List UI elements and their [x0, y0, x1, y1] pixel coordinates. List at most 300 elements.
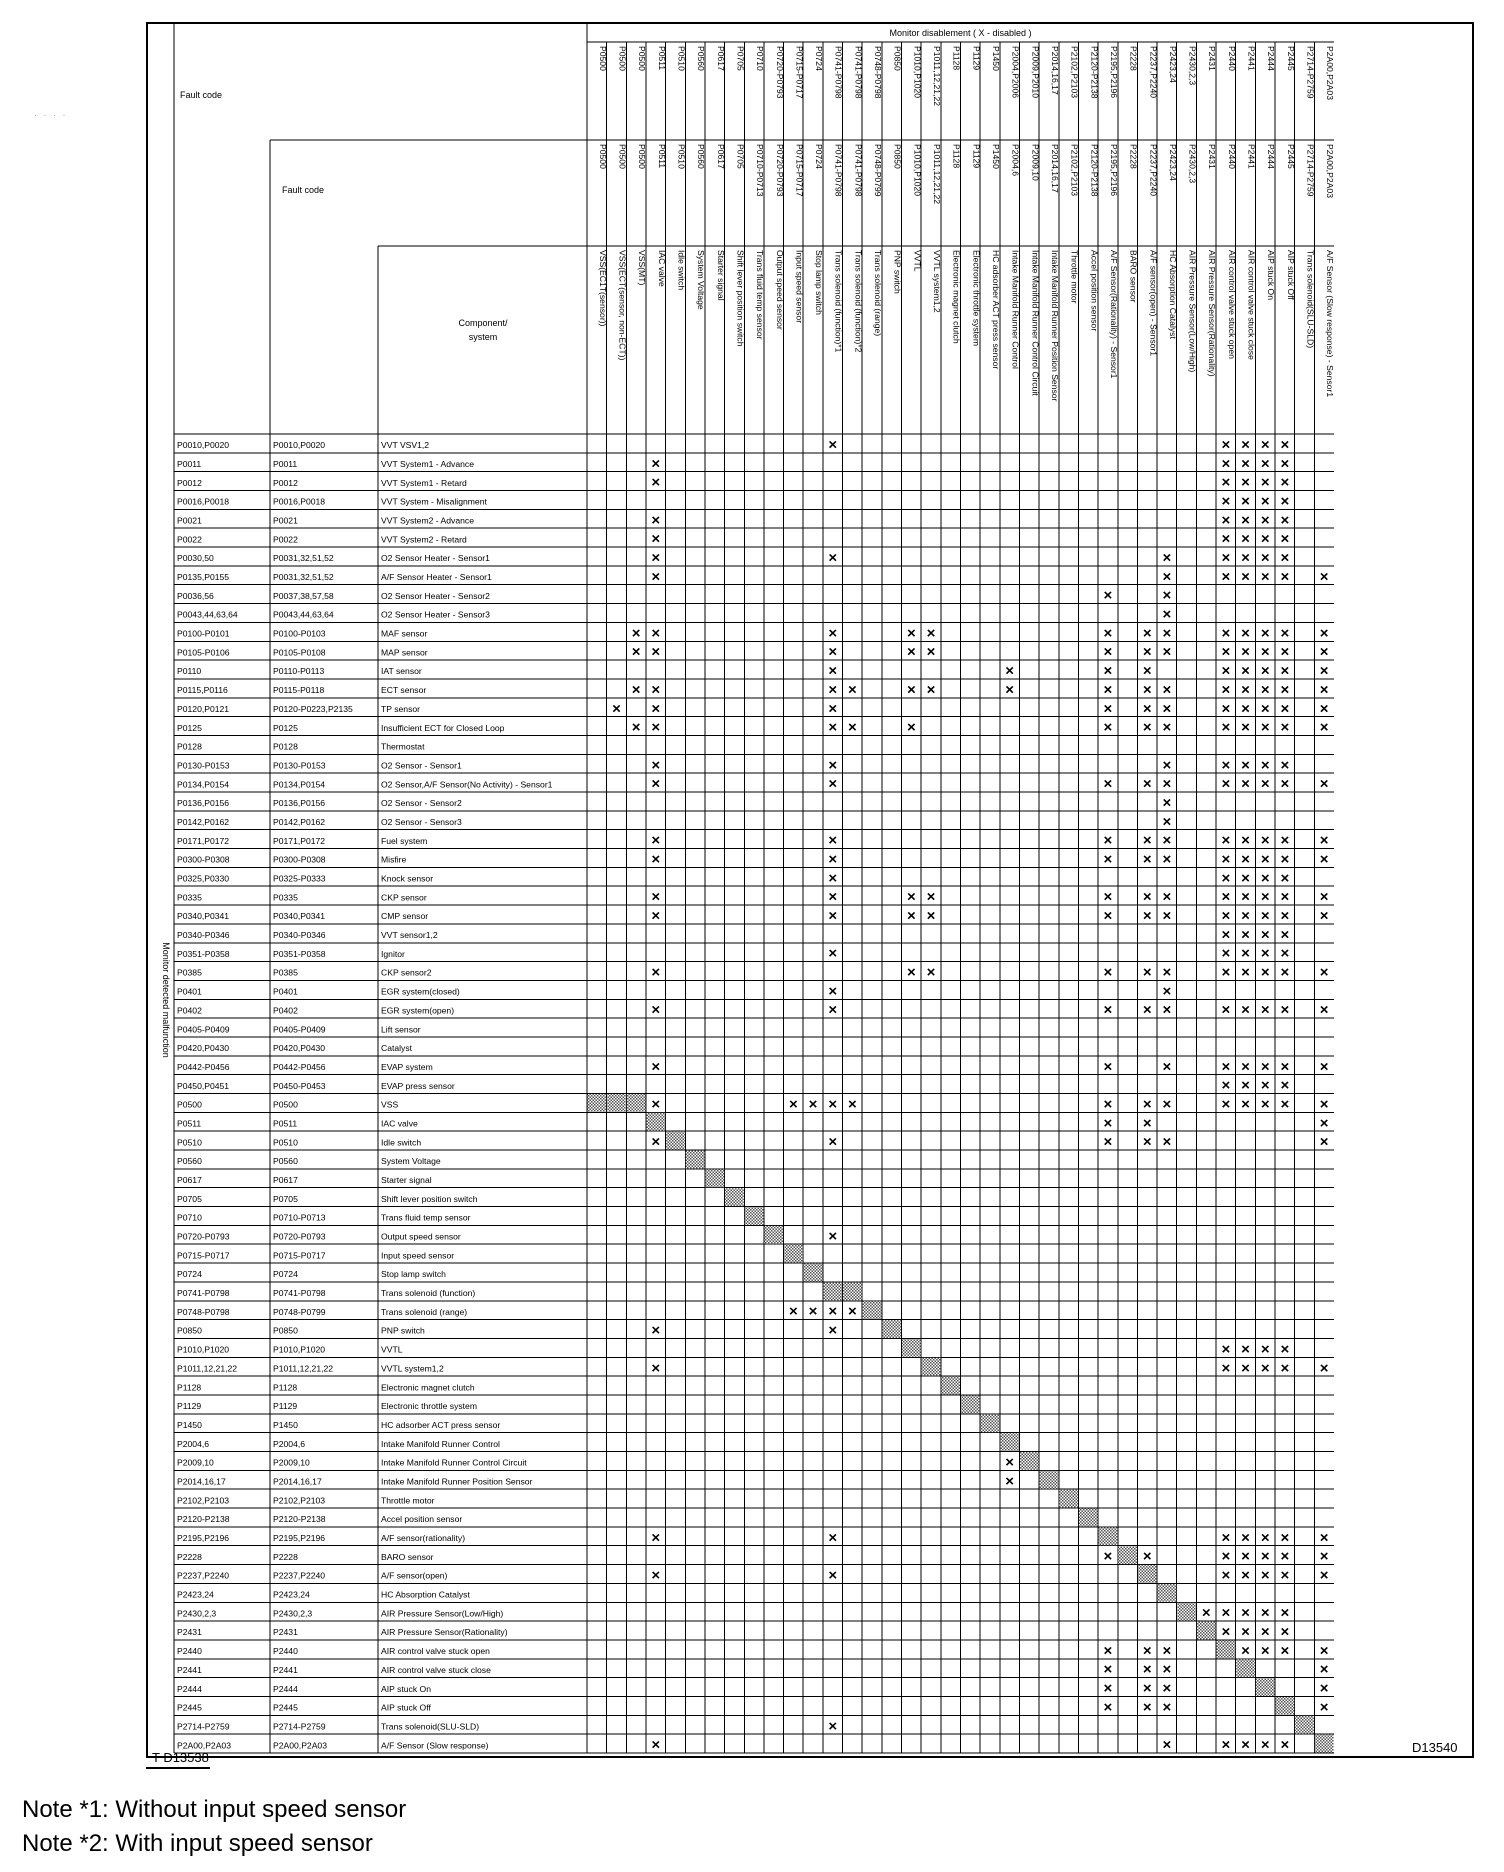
- row-fault-code: P0128: [177, 741, 202, 752]
- disabled-mark: ×: [906, 964, 916, 982]
- disabled-mark: ×: [1280, 964, 1290, 982]
- row-fault-code: P0351-P0358: [177, 948, 230, 959]
- disabled-mark: ×: [1280, 474, 1290, 492]
- self-cell: [961, 1395, 980, 1413]
- column-component: PNP switch: [892, 250, 903, 294]
- column-code-mid: P1011,12,21,22: [932, 144, 943, 205]
- disabled-mark: ×: [1241, 492, 1250, 510]
- figure-id-right: D13540: [1412, 1740, 1458, 1755]
- column-component: IAC valve: [656, 250, 667, 287]
- disabled-mark: ×: [1280, 775, 1290, 793]
- disabled-mark: ×: [1260, 945, 1270, 963]
- row-fault-code-2: P0021: [273, 515, 298, 526]
- disabled-mark: ×: [828, 436, 838, 454]
- column-code-mid: P0741-P0798: [833, 144, 844, 197]
- column-component: Intake Manifold Runner Position Sensor: [1049, 250, 1060, 402]
- disabled-mark: ×: [1241, 1548, 1250, 1566]
- disabled-mark: ×: [651, 455, 661, 473]
- disabled-mark: ×: [1280, 511, 1290, 529]
- disabled-mark: ×: [828, 907, 838, 925]
- disabled-mark: ×: [1280, 643, 1290, 661]
- disabled-mark: ×: [1221, 1077, 1231, 1095]
- disabled-mark: ×: [1221, 832, 1231, 850]
- disabled-mark: ×: [1260, 964, 1270, 982]
- disabled-mark: ×: [1260, 436, 1270, 454]
- row-fault-code: P0021: [177, 515, 202, 526]
- disabled-mark: ×: [1280, 530, 1290, 548]
- disabled-mark: ×: [828, 700, 838, 718]
- disabled-mark: ×: [1142, 643, 1152, 661]
- disabled-mark: ×: [1280, 1095, 1290, 1113]
- disabled-mark: ×: [1241, 1642, 1250, 1660]
- row-fault-code: P0741-P0798: [177, 1288, 230, 1299]
- column-code-mid: P0705: [735, 144, 746, 169]
- row-fault-code: P0710: [177, 1212, 202, 1223]
- disabled-mark: ×: [1280, 436, 1290, 454]
- disabled-mark: ×: [828, 1133, 838, 1151]
- disabled-mark: ×: [1221, 907, 1231, 925]
- disabled-mark: ×: [1260, 549, 1270, 567]
- column-component: AIR Pressure Sensor(Low/High): [1187, 250, 1198, 373]
- disabled-mark: ×: [828, 1717, 838, 1735]
- row-component: Idle switch: [381, 1137, 422, 1148]
- disabled-mark: ×: [1241, 662, 1250, 680]
- disabled-mark: ×: [1221, 568, 1231, 586]
- disabled-mark: ×: [1319, 1114, 1329, 1132]
- row-component: VVT System2 - Advance: [381, 515, 474, 526]
- row-fault-code-2: P0560: [273, 1156, 298, 1167]
- column-code-top: P2195,P2196: [1108, 46, 1119, 99]
- disabled-mark: ×: [1280, 1529, 1290, 1547]
- disabled-mark: ×: [1319, 1642, 1329, 1660]
- disabled-mark: ×: [906, 681, 916, 699]
- disabled-mark: ×: [926, 681, 936, 699]
- row-component: Ignitor: [381, 948, 405, 959]
- disabled-mark: ×: [1319, 662, 1329, 680]
- disabled-mark: ×: [1221, 775, 1231, 793]
- disabled-mark: ×: [1280, 869, 1290, 887]
- disabled-mark: ×: [1260, 926, 1270, 944]
- disabled-mark: ×: [1221, 719, 1231, 737]
- self-cell: [1197, 1622, 1216, 1640]
- row-fault-code: P0705: [177, 1193, 202, 1204]
- disabled-mark: ×: [1260, 1642, 1270, 1660]
- disabled-mark: ×: [651, 530, 661, 548]
- row-fault-code: P2423,24: [177, 1589, 214, 1600]
- column-code-mid: P2237,P2240: [1148, 144, 1159, 197]
- row-fault-code-2: P0031,32,51,52: [273, 553, 334, 564]
- disabled-mark: ×: [1221, 1548, 1231, 1566]
- column-component: Trans fluid temp sensor: [755, 250, 766, 340]
- row-fault-code-2: P2423,24: [273, 1589, 310, 1600]
- row-fault-code: P2237,P2240: [177, 1570, 230, 1581]
- column-code-top: P2714-P2759: [1305, 46, 1316, 99]
- disabled-mark: ×: [1103, 1001, 1113, 1019]
- row-fault-code-2: P0335: [273, 892, 298, 903]
- disabled-mark: ×: [906, 719, 916, 737]
- column-code-top: P0748-P0798: [873, 46, 884, 99]
- self-cell: [1020, 1452, 1039, 1470]
- disabled-mark: ×: [1103, 624, 1113, 642]
- row-component: A/F sensor(open): [381, 1570, 448, 1581]
- row-fault-code: P0748-P0798: [177, 1306, 230, 1317]
- column-code-mid: P2430,2,3: [1187, 144, 1198, 184]
- disabled-mark: ×: [1241, 474, 1250, 492]
- disabled-mark: ×: [1103, 587, 1113, 605]
- column-code-top: P2431: [1207, 46, 1218, 71]
- self-cell: [705, 1169, 724, 1187]
- column-code-mid: P2004,6: [1010, 144, 1021, 177]
- row-fault-code: P0134,P0154: [177, 779, 230, 790]
- row-fault-code: P1450: [177, 1419, 202, 1430]
- disabled-mark: ×: [828, 719, 838, 737]
- disabled-mark: ×: [1142, 775, 1152, 793]
- disabled-mark: ×: [1241, 1736, 1250, 1754]
- disabled-mark: ×: [828, 945, 838, 963]
- disabled-mark: ×: [1280, 662, 1290, 680]
- row-fault-code: P2441: [177, 1664, 202, 1675]
- column-code-mid: P2009,10: [1030, 144, 1041, 181]
- disabled-mark: ×: [1103, 719, 1113, 737]
- row-component: VVT sensor1,2: [381, 930, 438, 941]
- disabled-mark: ×: [1260, 681, 1270, 699]
- column-code-mid: P0850: [892, 144, 903, 169]
- disabled-mark: ×: [651, 700, 661, 718]
- disabled-mark: ×: [828, 681, 838, 699]
- column-code-top: P2228: [1128, 46, 1139, 71]
- row-fault-code: P0850: [177, 1325, 202, 1336]
- column-component: Electronic magnet clutch: [951, 250, 962, 344]
- row-fault-code-2: P2A00,P2A03: [273, 1740, 327, 1751]
- row-fault-code: P2102,P2103: [177, 1495, 230, 1506]
- disabled-mark: ×: [1319, 888, 1329, 906]
- disabled-mark: ×: [1319, 1133, 1329, 1151]
- row-fault-code: P0115,P0116: [177, 685, 228, 696]
- disabled-mark: ×: [1319, 624, 1329, 642]
- disabled-mark: ×: [828, 624, 838, 642]
- disabled-mark: ×: [1103, 1058, 1113, 1076]
- row-fault-code: P2430,2,3: [177, 1608, 217, 1619]
- self-cell: [1177, 1603, 1196, 1621]
- row-fault-code-2: P0110-P0113: [273, 666, 325, 677]
- disabled-mark: ×: [1142, 700, 1152, 718]
- disabled-mark: ×: [1103, 681, 1113, 699]
- row-component: O2 Sensor Heater - Sensor1: [381, 553, 490, 564]
- row-fault-code: P0036,56: [177, 590, 214, 601]
- column-component: Stop lamp switch: [814, 250, 825, 315]
- row-fault-code: P0420,P0430: [177, 1043, 230, 1054]
- disabled-mark: ×: [1260, 662, 1270, 680]
- column-code-mid: P1128: [951, 144, 962, 169]
- disabled-mark: ×: [1241, 1359, 1250, 1377]
- column-code-mid: P2102,P2103: [1069, 144, 1080, 197]
- disabled-mark: ×: [926, 624, 936, 642]
- disabled-mark: ×: [651, 1529, 661, 1547]
- disabled-mark: ×: [1162, 964, 1172, 982]
- self-cell: [764, 1226, 783, 1244]
- disabled-mark: ×: [1221, 1095, 1231, 1113]
- column-code-mid: P2440: [1226, 144, 1237, 169]
- row-fault-code-2: P2014,16,17: [273, 1476, 322, 1487]
- self-cell: [922, 1358, 941, 1376]
- row-fault-code-2: P0401: [273, 986, 298, 997]
- column-code-mid: P2120-P2138: [1089, 144, 1100, 197]
- disabled-mark: ×: [1221, 869, 1231, 887]
- row-fault-code-2: P2009,10: [273, 1457, 310, 1468]
- row-fault-code-2: P0100-P0103: [273, 628, 326, 639]
- column-code-mid: P2431: [1207, 144, 1218, 169]
- row-fault-code-2: P0011: [273, 458, 298, 469]
- disabled-mark: ×: [1221, 549, 1231, 567]
- row-fault-code: P1128: [177, 1382, 202, 1393]
- disabled-mark: ×: [1241, 511, 1250, 529]
- row-fault-code-2: P2237,P2240: [273, 1570, 326, 1581]
- column-code-top: P0500: [637, 46, 648, 71]
- disabled-mark: ×: [1319, 775, 1329, 793]
- disabled-mark: ×: [828, 1529, 838, 1547]
- disabled-mark: ×: [1280, 945, 1290, 963]
- disabled-mark: ×: [828, 662, 838, 680]
- disabled-mark: ×: [1260, 719, 1270, 737]
- row-component: MAF sensor: [381, 628, 428, 639]
- column-component: Accel position sensor: [1089, 250, 1100, 332]
- disabled-mark: ×: [1241, 643, 1250, 661]
- disabled-mark: ×: [1005, 662, 1015, 680]
- disabled-mark: ×: [1319, 1698, 1329, 1716]
- row-fault-code-2: P0511: [273, 1118, 298, 1129]
- disabled-mark: ×: [1162, 775, 1172, 793]
- row-fault-code-2: P0741-P0798: [273, 1288, 326, 1299]
- row-component: CKP sensor2: [381, 967, 432, 978]
- disabled-mark: ×: [1260, 624, 1270, 642]
- row-fault-code: P2009,10: [177, 1457, 214, 1468]
- column-code-mid: P0500: [597, 144, 608, 169]
- disabled-mark: ×: [1142, 907, 1152, 925]
- disabled-mark: ×: [1103, 1698, 1113, 1716]
- disabled-mark: ×: [1319, 681, 1329, 699]
- self-cell: [882, 1320, 901, 1338]
- disabled-mark: ×: [1241, 1095, 1250, 1113]
- disabled-mark: ×: [1280, 681, 1290, 699]
- column-component: AIR control valve stuck close: [1246, 250, 1257, 360]
- disabled-mark: ×: [1241, 530, 1250, 548]
- row-fault-code-2: P0748-P0799: [273, 1306, 326, 1317]
- fault-code-header-2: Fault code: [282, 185, 325, 195]
- disabled-mark: ×: [1162, 888, 1172, 906]
- row-fault-code-2: P1010,P1020: [273, 1344, 326, 1355]
- disabled-mark: ×: [1319, 832, 1329, 850]
- disabled-mark: ×: [631, 624, 641, 642]
- disabled-mark: ×: [1241, 1529, 1250, 1547]
- column-component: Starter signal: [715, 250, 726, 301]
- row-fault-code-2: P2431: [273, 1627, 298, 1638]
- disabled-mark: ×: [828, 982, 838, 1000]
- disabled-mark: ×: [1260, 850, 1270, 868]
- disabled-mark: ×: [789, 1095, 798, 1113]
- row-fault-code-2: P0340-P0346: [273, 930, 326, 941]
- disabled-mark: ×: [926, 907, 936, 925]
- column-component: A/F sensor(open) - Sensor1: [1148, 250, 1159, 357]
- row-component: AIP stuck Off: [381, 1702, 431, 1713]
- row-fault-code: P0325,P0330: [177, 873, 230, 884]
- disabled-mark: ×: [1221, 492, 1231, 510]
- self-cell: [902, 1339, 921, 1357]
- disabled-mark: ×: [1162, 794, 1172, 812]
- column-component: Electronic throttle system: [971, 250, 982, 346]
- disabled-mark: ×: [1280, 850, 1290, 868]
- row-fault-code-2: P0105-P0108: [273, 647, 326, 658]
- column-code-mid: P1450: [990, 144, 1001, 169]
- row-fault-code: P0130-P0153: [177, 760, 230, 771]
- column-component: Trans solenoid (function)*2: [853, 250, 864, 353]
- self-cell: [1217, 1640, 1236, 1658]
- row-fault-code-2: P2004,6: [273, 1438, 306, 1449]
- disabled-mark: ×: [1319, 907, 1329, 925]
- disabled-mark: ×: [1103, 700, 1113, 718]
- row-fault-code: P0511: [177, 1118, 202, 1129]
- column-code-mid: P0724: [814, 144, 825, 169]
- row-fault-code-2: P0385: [273, 967, 298, 978]
- disabled-mark: ×: [1280, 1359, 1290, 1377]
- disabled-mark: ×: [1221, 1567, 1231, 1585]
- row-component: A/F Sensor Heater - Sensor1: [381, 572, 492, 583]
- row-fault-code-2: P2714-P2759: [273, 1721, 326, 1732]
- disabled-mark: ×: [1103, 850, 1113, 868]
- row-fault-code-2: P1128: [273, 1382, 298, 1393]
- disabled-mark: ×: [1142, 719, 1152, 737]
- row-fault-code: P0385: [177, 967, 202, 978]
- column-code-mid: P0511: [656, 144, 667, 169]
- row-fault-code: P0715-P0717: [177, 1250, 230, 1261]
- row-fault-code: P0335: [177, 892, 202, 903]
- self-cell: [666, 1132, 685, 1150]
- disabled-mark: ×: [1319, 1661, 1329, 1679]
- disabled-mark: ×: [1260, 1548, 1270, 1566]
- row-component: Lift sensor: [381, 1024, 421, 1035]
- disabled-mark: ×: [1241, 719, 1250, 737]
- column-code-mid: P0748-P0799: [873, 144, 884, 197]
- row-fault-code-2: P0171,P0172: [273, 835, 326, 846]
- self-cell: [1099, 1527, 1118, 1545]
- row-fault-code-2: P0325-P0333: [273, 873, 326, 884]
- row-component: Trans solenoid (function): [381, 1288, 476, 1299]
- disabled-mark: ×: [651, 511, 661, 529]
- row-component: A/F Sensor (Slow response): [381, 1740, 489, 1751]
- disabled-mark: ×: [828, 1227, 838, 1245]
- disabled-mark: ×: [1280, 1736, 1290, 1754]
- disabled-mark: ×: [1142, 1548, 1152, 1566]
- column-code-top: P2430,2,3: [1187, 46, 1198, 86]
- column-code-mid: P2423,24: [1167, 144, 1178, 181]
- disabled-mark: ×: [651, 1058, 661, 1076]
- row-component: Misfire: [381, 854, 407, 865]
- disabled-mark: ×: [1260, 1359, 1270, 1377]
- column-code-mid: P0510: [676, 144, 687, 169]
- row-component: Intake Manifold Runner Position Sensor: [381, 1476, 533, 1487]
- disabled-mark: ×: [847, 719, 857, 737]
- disabled-mark: ×: [1241, 624, 1250, 642]
- row-component: Accel position sensor: [381, 1514, 463, 1525]
- row-fault-code-2: P0351-P0358: [273, 948, 326, 959]
- row-fault-code-2: P0340,P0341: [273, 911, 326, 922]
- self-cell: [1040, 1471, 1059, 1489]
- disabled-mark: ×: [1280, 907, 1290, 925]
- self-cell: [646, 1113, 665, 1131]
- column-code-top: P0510: [676, 46, 687, 71]
- disabled-mark: ×: [1162, 850, 1172, 868]
- row-fault-code-2: P0142,P0162: [273, 816, 326, 827]
- disabled-mark: ×: [1241, 775, 1250, 793]
- disabled-mark: ×: [1142, 1095, 1152, 1113]
- self-cell: [627, 1094, 646, 1112]
- column-component: HC Absorption Catalyst: [1167, 250, 1178, 339]
- row-fault-code-2: P0405-P0409: [273, 1024, 326, 1035]
- column-code-top: P0710: [755, 46, 766, 71]
- disabled-mark: ×: [906, 624, 916, 642]
- row-fault-code-2: P2440: [273, 1646, 298, 1657]
- column-component: Trans solenoid (range): [873, 250, 884, 337]
- column-code-top: P2A00,P2A03: [1325, 46, 1336, 100]
- disabled-mark: ×: [1260, 907, 1270, 925]
- row-component: EVAP system: [381, 1061, 433, 1072]
- disabled-mark: ×: [1221, 756, 1231, 774]
- note-2: Note *2: With input speed sensor: [22, 1830, 373, 1857]
- row-fault-code: P2A00,P2A03: [177, 1740, 231, 1751]
- row-component: AIR Pressure Sensor(Rationality): [381, 1627, 508, 1638]
- row-component: Starter signal: [381, 1175, 432, 1186]
- disabled-mark: ×: [1241, 907, 1250, 925]
- self-cell: [981, 1414, 1000, 1432]
- disabled-mark: ×: [651, 568, 661, 586]
- row-fault-code-2: P0500: [273, 1099, 298, 1110]
- column-code-mid: P2195,P2196: [1108, 144, 1119, 197]
- row-fault-code-2: P1011,12,21,22: [273, 1363, 334, 1374]
- disabled-mark: ×: [1241, 850, 1250, 868]
- disabled-mark: ×: [1162, 681, 1172, 699]
- disabled-mark: ×: [1260, 1340, 1270, 1358]
- disabled-mark: ×: [926, 643, 936, 661]
- disabled-mark: ×: [1142, 1661, 1152, 1679]
- row-fault-code-2: P0022: [273, 534, 298, 545]
- column-code-mid: P2714-P2759: [1305, 144, 1316, 197]
- row-component: CKP sensor: [381, 892, 427, 903]
- disabled-mark: ×: [1221, 1058, 1231, 1076]
- disabled-mark: ×: [1221, 436, 1231, 454]
- column-code-top: P2004,P2006: [1010, 46, 1021, 99]
- row-component: System Voltage: [381, 1156, 441, 1167]
- column-code-mid: P2A00,P2A03: [1325, 144, 1336, 198]
- disabled-mark: ×: [1260, 888, 1270, 906]
- disabled-mark: ×: [1241, 568, 1250, 586]
- disabled-mark: ×: [1241, 436, 1250, 454]
- disabled-mark: ×: [1280, 719, 1290, 737]
- row-component: AIP stuck On: [381, 1683, 431, 1694]
- disabled-mark: ×: [651, 549, 661, 567]
- disabled-mark: ×: [1103, 907, 1113, 925]
- disabled-mark: ×: [828, 869, 838, 887]
- disabled-mark: ×: [1142, 1001, 1152, 1019]
- row-fault-code: P2120-P2138: [177, 1514, 230, 1525]
- disabled-mark: ×: [847, 681, 857, 699]
- disabled-mark: ×: [1162, 1736, 1172, 1754]
- row-component: VVT System1 - Advance: [381, 458, 474, 469]
- column-code-top: P2445: [1285, 46, 1296, 71]
- row-fault-code-2: P2445: [273, 1702, 298, 1713]
- row-component: O2 Sensor - Sensor2: [381, 798, 462, 809]
- disabled-mark: ×: [1221, 850, 1231, 868]
- row-fault-code-2: P0617: [273, 1175, 298, 1186]
- disabled-mark: ×: [1162, 1095, 1172, 1113]
